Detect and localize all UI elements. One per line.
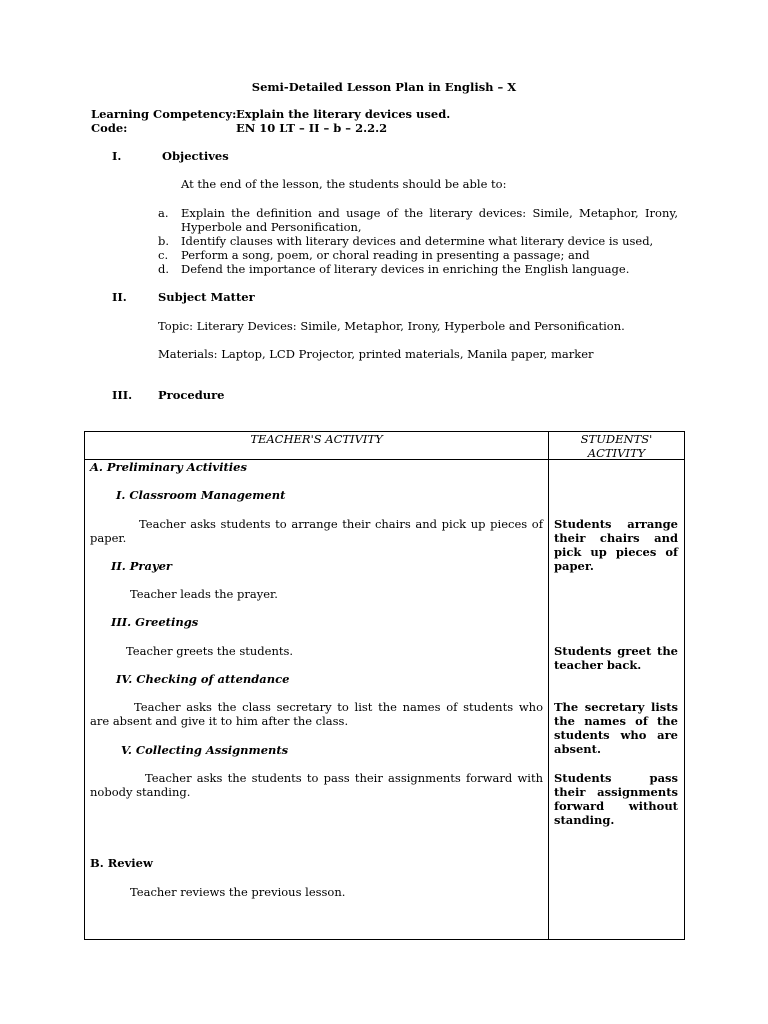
- code-value: EN 10 LT – II – b – 2.2.2: [236, 121, 388, 135]
- competency-label: Learning Competency:: [91, 107, 237, 121]
- list-marker: a.: [158, 206, 169, 220]
- attendance-student-text: [554, 700, 678, 756]
- objective-text: Defend the importance of literary devices in enriching the English language.: [181, 262, 630, 276]
- competency-value: Explain the literary devices used.: [236, 107, 451, 121]
- classroom-student-text: [554, 517, 678, 573]
- header-teacher-activity: TEACHER'S ACTIVITY: [250, 432, 383, 446]
- assignments-heading: V. Collecting Assignments: [121, 743, 289, 757]
- list-marker: c.: [158, 248, 169, 262]
- assignments-teacher-text: Teacher asks the students to pass their assignments forward with nobody standing.: [90, 771, 543, 799]
- activity-table: [84, 431, 685, 940]
- section-title-objectives: Objectives: [162, 149, 229, 163]
- section-title-procedure: Procedure: [158, 388, 225, 402]
- section-title-subject: Subject Matter: [158, 290, 255, 304]
- objective-text: Identify clauses with literary devices and determine what literary device is used,: [181, 234, 654, 248]
- greetings-heading: III. Greetings: [111, 615, 199, 629]
- review-heading: B. Review: [90, 856, 153, 870]
- assignments-student-label: Students pass their assignments forward without standing.: [554, 771, 678, 827]
- attendance-teacher-text: Teacher asks the class secretary to list the names of students who are absent and give it to him after the class.: [90, 700, 543, 728]
- column-divider: [548, 432, 549, 939]
- greetings-teacher-text: Teacher greets the students.: [126, 644, 294, 658]
- classroom-teacher-text: Teacher asks students to arrange their chairs and pick up pieces of paper.: [90, 517, 543, 545]
- section-number-objectives: I.: [112, 149, 122, 163]
- list-marker: d.: [158, 262, 170, 276]
- classroom-student-label: Students arrange their chairs and pick up pieces of paper.: [554, 517, 678, 573]
- objective-text: Perform a song, poem, or choral reading in presenting a passage; and: [181, 248, 590, 262]
- header-students-activity-line2: ACTIVITY: [587, 446, 646, 460]
- objective-text: Explain the definition and usage of the literary devices: Simile, Metaphor, Irony, Hyperbole and Personification,: [181, 206, 678, 234]
- classroom-management-heading: I. Classroom Management: [116, 488, 286, 502]
- header-students-activity-line1: STUDENTS': [580, 432, 653, 446]
- topic-line: Topic: Literary Devices: Simile, Metaphor, Irony, Hyperbole and Personification.: [158, 319, 625, 333]
- list-marker: b.: [158, 234, 170, 248]
- review-teacher-text: Teacher reviews the previous lesson.: [130, 885, 346, 899]
- prayer-heading: II. Prayer: [111, 559, 172, 573]
- objectives-intro: At the end of the lesson, the students should be able to:: [181, 177, 507, 191]
- section-number-subject: II.: [112, 290, 127, 304]
- greetings-student-label: Students greet the teacher back.: [554, 644, 678, 672]
- attendance-student-label: The secretary lists the names of the students who are absent.: [554, 700, 678, 756]
- materials-line: Materials: Laptop, LCD Projector, printed materials, Manila paper, marker: [158, 347, 594, 361]
- section-number-procedure: III.: [112, 388, 133, 402]
- assignments-student-text: [554, 771, 678, 827]
- greetings-student-text: [554, 644, 678, 672]
- prayer-teacher-text: Teacher leads the prayer.: [130, 587, 278, 601]
- preliminary-heading: A. Preliminary Activities: [90, 460, 247, 474]
- attendance-heading: IV. Checking of attendance: [116, 672, 290, 686]
- code-label: Code:: [91, 121, 128, 135]
- page-title: Semi-Detailed Lesson Plan in English – X: [251, 80, 517, 94]
